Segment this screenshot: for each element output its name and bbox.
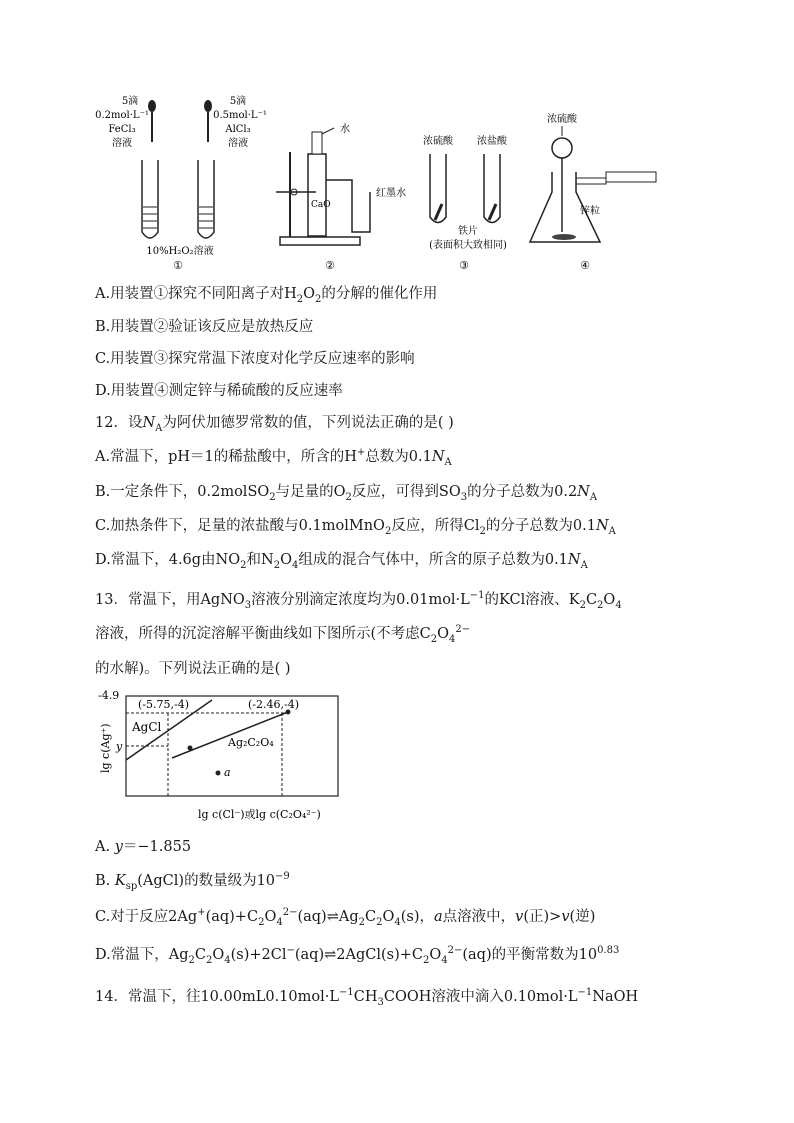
y-tick-label: -4.9	[98, 689, 120, 702]
water-label: 水	[340, 124, 350, 135]
a2-drops: 5滴	[229, 96, 247, 107]
q12-stem: 12．设$N_A$为阿伏加德罗常数的值，下列说法正确的是( )	[95, 415, 454, 434]
apparatus-1	[95, 94, 267, 272]
q13-option-b: B. $K_{sp}(AgCl)$的数量级为$10^{-9}$	[95, 871, 290, 892]
agcl-point-label: (-5.75,-4)	[138, 698, 190, 711]
q12-option-d: D.常温下，4.6g由$NO_2$和$N_2O_4$组成的混合气体中，所含的原子总数为$0.1N_A$	[95, 552, 588, 571]
funnel	[552, 138, 572, 158]
point-intersect	[188, 746, 193, 751]
test-tube-2	[198, 160, 214, 238]
ag2c2o4-point-label: (-2.46,-4)	[248, 698, 300, 711]
q13-graph	[96, 688, 346, 823]
q12-option-a: A.常温下，pH＝1的稀盐酸中，所含的H+总数为$0.1N_A$	[95, 447, 452, 468]
a1-reagent: FeCl₃	[108, 124, 136, 135]
a1-conc: 0.2mol·L⁻¹	[95, 110, 149, 121]
tube-cao	[308, 154, 326, 236]
dropper-bulb-1	[148, 100, 156, 112]
q13-option-d: D.常温下，$Ag_2C_2O_4(s)+2Cl^-(aq)\rightleftharpoons 2AgCl(s)+C_2O_4^{2-}(aq)$的平衡常数为$10^{0.83}$	[95, 945, 620, 966]
u-tube	[326, 180, 370, 232]
q12-option-b: B.一定条件下，0.2molSO$_2$与足量的$O_2$反应，可得到$SO_3$的分子总数为$0.2N_A$	[95, 484, 598, 503]
q13-option-c: C.对于反应$2Ag^+(aq)+C_2O_4^{2-}(aq)\rightleftharpoons Ag_2C_2O_4(s)$，a点溶液中，v(正)>v(逆)	[95, 907, 596, 928]
x-axis-label: lg c(Cl⁻)或lg c(C₂O₄²⁻)	[198, 808, 321, 821]
zinc-label: 锌粒	[580, 206, 600, 217]
q14-stem: 14．常温下，往$10.00mL0.10mol\cdot L^{-1}CH_3COOH$溶液中滴入$0.10mol\cdot L^{-1}NaOH$	[95, 987, 639, 1008]
cao-label: CaO	[311, 200, 331, 210]
q11-option-b: B.用装置②验证该反应是放热反应	[95, 319, 314, 335]
point-a-label: a	[224, 766, 231, 779]
apparatus-3	[423, 134, 508, 272]
iron-label: 铁片	[458, 226, 478, 237]
apparatus-2	[276, 122, 406, 272]
a1-sol: 溶液	[112, 138, 132, 149]
a2-conc: 0.5mol·L⁻¹	[213, 110, 267, 121]
dropper-bulb-2	[204, 100, 212, 112]
q11-option-d: D.用装置④测定锌与稀硫酸的反应速率	[95, 383, 343, 399]
apparatus-figure	[90, 92, 690, 272]
dilute-acid-label: 浓硫酸	[547, 114, 577, 125]
dropper-water	[312, 132, 322, 154]
ag2c2o4-series-label: Ag₂C₂O₄	[228, 736, 274, 749]
test-tube-1	[142, 160, 158, 238]
apparatus-4-number: ④	[580, 259, 590, 272]
apparatus-2-number: ②	[325, 259, 335, 272]
q11-option-a: A.用装置①探究不同阳离子对$H_2O_2$的分解的催化作用	[95, 286, 438, 305]
q13-stem-line1: 13．常温下，用AgNO$_3$溶液分别滴定浓度均为$0.01mol\cdot L^{-1}$的KCl溶液、$K_2C_2O_4$	[95, 590, 622, 611]
point-a	[216, 771, 221, 776]
apparatus-3-number: ③	[459, 259, 469, 272]
q11-option-c: C.用装置③探究常温下浓度对化学反应速率的影响	[95, 351, 415, 367]
stand-base	[280, 237, 360, 245]
apparatus-4	[530, 112, 656, 272]
a1-drops: 5滴	[121, 96, 139, 107]
apparatus-1-number: ①	[173, 259, 183, 272]
conc-hcl-label: 浓盐酸	[477, 136, 507, 147]
conc-h2so4-label: 浓硫酸	[423, 136, 453, 147]
a2-sol: 溶液	[228, 138, 248, 149]
red-ink-label: 红墨水	[376, 188, 406, 199]
a2-reagent: AlCl₃	[225, 124, 251, 135]
q13-stem-line3: 的水解)。下列说法正确的是( )	[95, 661, 291, 677]
series-line-ag2c2o4	[172, 712, 288, 758]
area-note: (表面积大致相同)	[429, 240, 507, 251]
agcl-series-label: AgCl	[132, 720, 162, 734]
h2o2-label: 10%H₂O₂溶液	[146, 246, 214, 257]
y-axis-label: lg c(Ag⁺)	[99, 723, 112, 773]
q13-stem-line2: 溶液，所得的沉淀溶解平衡曲线如下图所示(不考虑$C_2O_4^{2-}$	[95, 624, 471, 645]
syringe	[606, 172, 656, 182]
q12-option-c: C.加热条件下，足量的浓盐酸与0.1molMnO$_2$反应，所得$Cl_2$的分子总数为$0.1N_A$	[95, 518, 616, 537]
y-mark-label: y	[116, 740, 123, 753]
q13-option-a: A. y＝−1.855	[95, 839, 192, 855]
